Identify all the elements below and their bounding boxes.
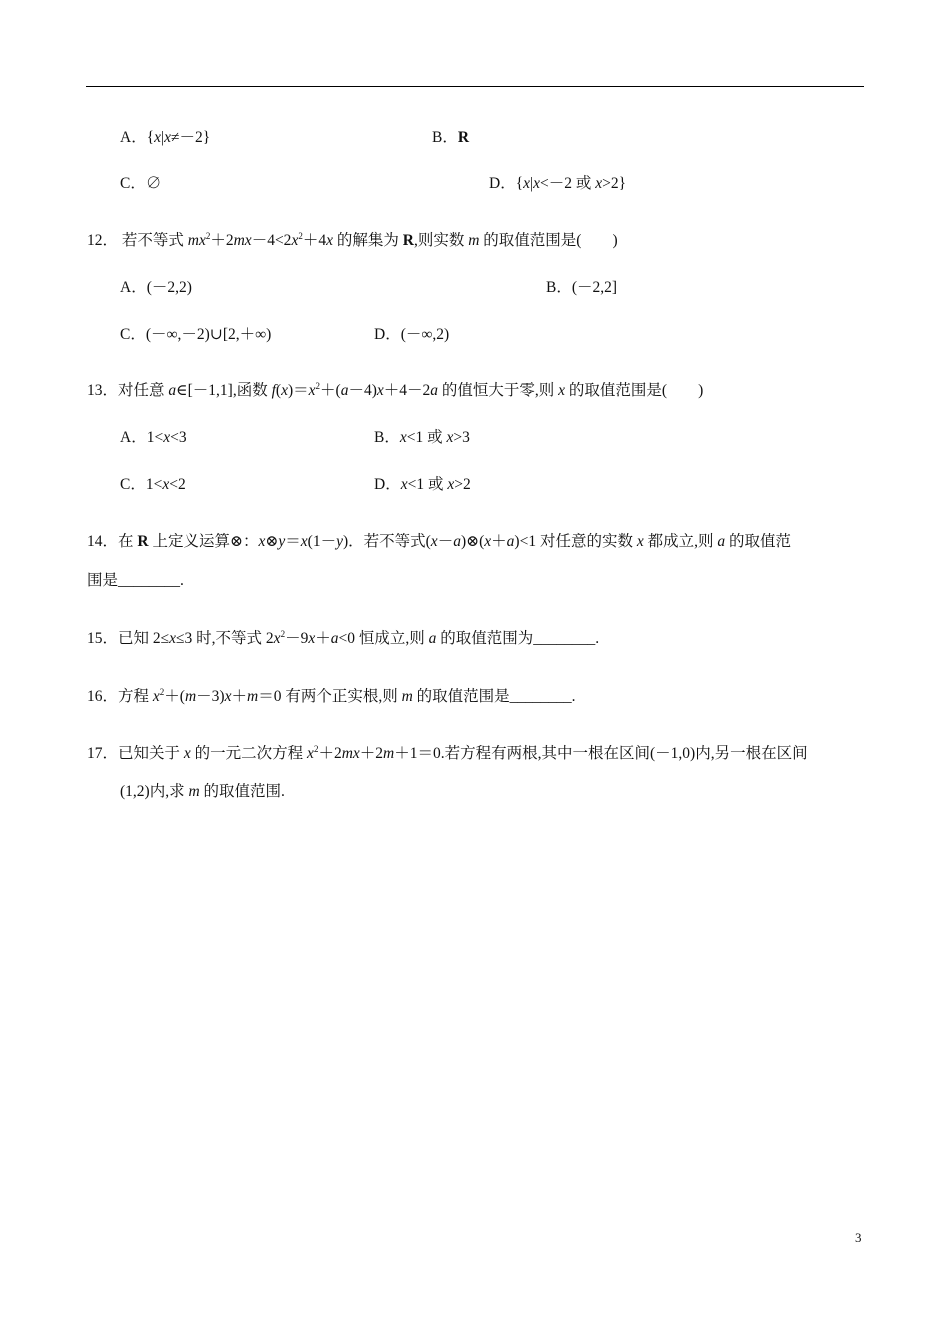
question-13-stem: 13．对任意 a∈[－1,1],函数 $f(x)=x^2+(a-4)x+4-2a$ 的值恒大于零,则 x 的取值范围是( ) — [87, 381, 704, 399]
q12-option-c: C．(－∞,－2)∪[2,＋∞) — [120, 326, 272, 343]
q11-option-c: C．∅ — [120, 175, 162, 192]
question-17-line-1: 17．已知关于 x 的一元二次方程 $x^2+2mx+2m+1=0$.若方程有两根,其中一根在区间(－1,0)内,另一根在区间 — [87, 744, 808, 762]
question-14-line-2: 围是________. — [87, 572, 184, 589]
q12-option-a: A．(－2,2) — [120, 279, 192, 296]
question-15: 15．已知 2≤x≤3 时,不等式 $2x^2-9x+a<0$ 恒成立,则 a 的取值范围为________. — [87, 629, 600, 647]
question-16: 16．方程 $x^2+(m-3)x+m=0$ 有两个正实根,则 m 的取值范围是________. — [87, 687, 576, 705]
q13-option-d: D．x<1 或 x>2 — [374, 476, 471, 493]
q13-option-a: A．1<x<3 — [120, 429, 187, 446]
question-17-line-2: (1,2)内,求 m 的取值范围. — [120, 783, 285, 800]
question-14-line-1: 14．在 R 上定义运算⊗：x⊗y＝x(1－y)．若不等式(x－a)⊗(x＋a)<1 对任意的实数 x 都成立,则 a 的取值范 — [87, 533, 791, 550]
q11-option-b: B．R — [432, 129, 470, 146]
q13-option-b: B．x<1 或 x>3 — [374, 429, 470, 446]
q13-option-c: C．1<x<2 — [120, 476, 186, 493]
q11-option-a: A．{x|x≠－2} — [120, 129, 211, 146]
question-12-stem: 12． 若不等式 $mx^2+2mx-4<2x^2+4x$ 的解集为 R,则实数 m 的取值范围是( ) — [87, 231, 618, 249]
page-number: 3 — [855, 1230, 862, 1245]
header-rule — [86, 86, 864, 87]
q11-option-d: D．{x|x<－2 或 x>2} — [489, 175, 627, 192]
q12-option-d: D．(－∞,2) — [374, 326, 450, 343]
q12-option-b: B．(－2,2] — [546, 279, 618, 296]
